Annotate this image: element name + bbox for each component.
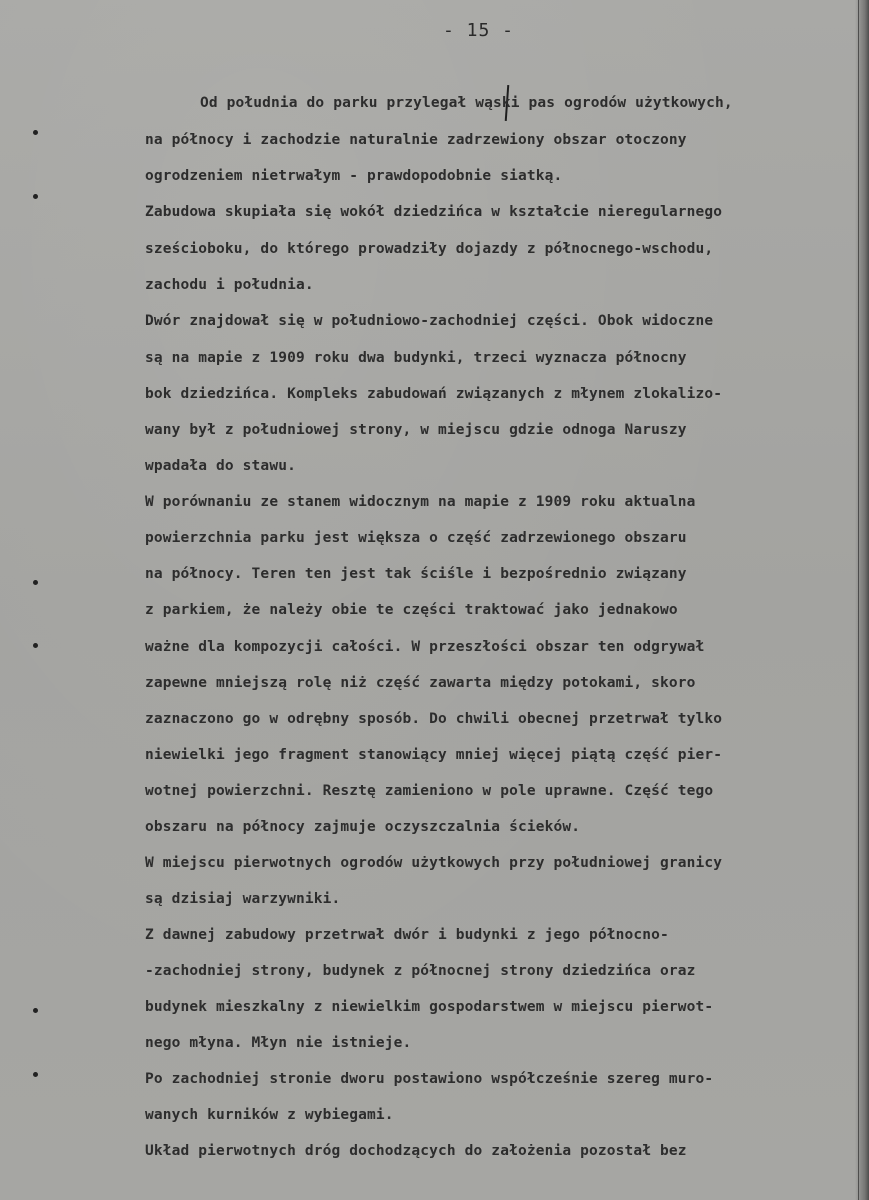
punch-hole	[33, 580, 38, 585]
text-line: Układ pierwotnych dróg dochodzących do założenia pozostał bez	[145, 1143, 687, 1159]
text-line: wany był z południowej strony, w miejscu gdzie odnoga Naruszy	[145, 422, 687, 438]
text-line: na północy. Teren ten jest tak ściśle i bezpośrednio związany	[145, 566, 687, 582]
text-line: Zabudowa skupiała się wokół dziedzińca w kształcie nieregularnego	[145, 204, 723, 220]
text-line: Po zachodniej stronie dworu postawiono współcześnie szereg muro-	[145, 1071, 714, 1087]
text-line: na północy i zachodzie naturalnie zadrzewiony obszar otoczony	[145, 132, 687, 148]
text-line: budynek mieszkalny z niewielkim gospodarstwem w miejscu pierwot-	[145, 999, 714, 1015]
text-line: z parkiem, że należy obie te części traktować jako jednakowo	[145, 602, 678, 618]
punch-hole	[33, 194, 38, 199]
text-line: Od południa do parku przylegał wąski pas ogrodów użytkowych,	[200, 95, 733, 111]
text-line: zaznaczono go w odrębny sposób. Do chwili obecnej przetrwał tylko	[145, 711, 723, 727]
text-line: bok dziedzińca. Kompleks zabudowań związanych z młynem zlokalizo-	[145, 386, 723, 402]
page-edge-line	[858, 0, 859, 1200]
text-line: zapewne mniejszą rolę niż część zawarta między potokami, skoro	[145, 675, 696, 691]
punch-hole	[33, 643, 38, 648]
text-line: sześcioboku, do którego prowadziły dojazdy z północnego-wschodu,	[145, 241, 714, 257]
text-line: niewielki jego fragment stanowiący mniej więcej piątą część pier-	[145, 747, 723, 763]
text-line: wpadała do stawu.	[145, 458, 296, 474]
text-line: -zachodniej strony, budynek z północnej strony dziedzińca oraz	[145, 963, 696, 979]
text-line: wotnej powierzchni. Resztę zamieniono w pole uprawne. Część tego	[145, 783, 714, 799]
page-number: - 15 -	[443, 20, 515, 41]
text-line: wanych kurników z wybiegami.	[145, 1107, 394, 1123]
punch-hole	[33, 130, 38, 135]
text-line: Dwór znajdował się w południowo-zachodniej części. Obok widoczne	[145, 313, 714, 329]
text-line: powierzchnia parku jest większa o część zadrzewionego obszaru	[145, 530, 687, 546]
text-line: obszaru na północy zajmuje oczyszczalnia ścieków.	[145, 819, 581, 835]
text-line: są dzisiaj warzywniki.	[145, 891, 341, 907]
punch-hole	[33, 1072, 38, 1077]
text-line: nego młyna. Młyn nie istnieje.	[145, 1035, 412, 1051]
text-line: ogrodzeniem nietrwałym - prawdopodobnie siatką.	[145, 168, 563, 184]
punch-hole	[33, 1008, 38, 1013]
text-line: W porównaniu ze stanem widocznym na mapie z 1909 roku aktualna	[145, 494, 696, 510]
text-line: zachodu i południa.	[145, 277, 314, 293]
text-line: Z dawnej zabudowy przetrwał dwór i budynki z jego północno-	[145, 927, 669, 943]
text-line: ważne dla kompozycji całości. W przeszłości obszar ten odgrywał	[145, 639, 705, 655]
text-line: W miejscu pierwotnych ogrodów użytkowych przy południowej granicy	[145, 855, 723, 871]
text-line: są na mapie z 1909 roku dwa budynki, trzeci wyznacza północny	[145, 350, 687, 366]
